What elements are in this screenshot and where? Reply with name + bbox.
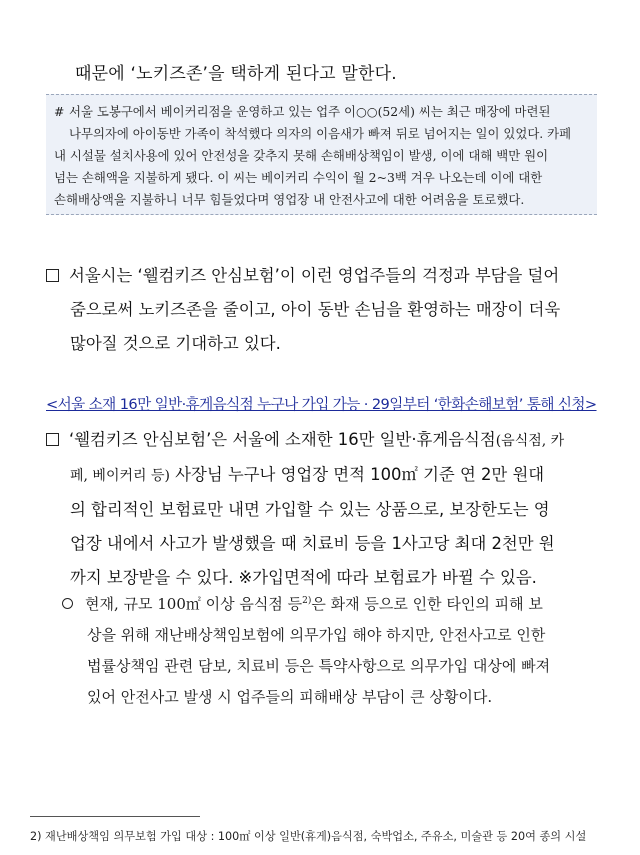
paragraph-line: 줌으로써 노키즈존을 줄이고, 아이 동반 손님을 환영하는 매장이 더욱 — [70, 300, 561, 319]
paragraph-line: 있어 안전사고 발생 시 업주들의 피해배상 부담이 큰 상황이다. — [87, 688, 493, 706]
intro-closing-line: 때문에 ‘노키즈존’을 택하게 된다고 말한다. — [75, 64, 397, 84]
case-line: 넘는 손해액을 지불하게 됐다. 이 씨는 베이커리 수익이 월 2~3백 겨우 나오는데 이에 대한 — [54, 170, 543, 185]
case-line: 손해배상액을 지불하니 너무 힘들었다며 영업장 내 안전사고에 대한 어려움을 토로했다. — [54, 192, 525, 207]
case-line: 나무의자에 아이동반 가족이 착석했다 의자의 이음새가 빠져 뒤로 넘어지는 일이 있었다. 카페 — [69, 126, 572, 141]
paragraph-line: 페, 베이커리 등) 사장님 누구나 영업장 면적 100㎡ 기준 연 2만 원대 — [70, 465, 545, 484]
paragraph-line: 까지 보장받을 수 있다. ※가입면적에 따라 보험료가 바뀔 수 있음. — [70, 568, 537, 587]
square-bullet-icon — [46, 269, 59, 282]
case-line: 내 시설물 설치사용에 있어 안전성을 갖추지 못해 손해배상책임이 발생, 이에 대해 백만 원이 — [54, 148, 549, 163]
circle-bullet-icon — [62, 598, 73, 609]
case-example-box — [46, 94, 597, 215]
section-subheading: <서울 소재 16만 일반·휴게음식점 누구나 가입 가능 · 29일부터 ‘한화손해보험’ 통해 신청> — [46, 396, 597, 413]
case-line: # 서울 도봉구에서 베이커리점을 운영하고 있는 업주 이○○(52세) 씨는 최근 매장에 마련된 — [54, 101, 589, 123]
current-status-paragraph — [62, 586, 602, 713]
paragraph-line: 많아질 것으로 기대하고 있다. — [70, 334, 281, 353]
paragraph-line: 상을 위해 재난배상책임보험에 의무가입 해야 하지만, 안전사고로 인한 — [87, 626, 546, 644]
footnote-marker: 2) — [302, 596, 312, 606]
paragraph-line: 법률상책임 관련 담보, 치료비 등은 특약사항으로 의무가입 대상에 빠져 — [87, 657, 551, 675]
paragraph-line: 의 합리적인 보험료만 내면 가입할 수 있는 상품으로, 보장한도는 영 — [70, 500, 550, 519]
paragraph-line: ‘웰컴키즈 안심보험’은 서울에 소재한 16만 일반·휴게음식점(음식점, 카 — [46, 423, 606, 458]
insurance-description-paragraph — [46, 423, 606, 595]
paragraph-line: 업장 내에서 사고가 발생했을 때 치료비 등을 1사고당 최대 2천만 원 — [70, 534, 555, 553]
paragraph-line: 현재, 규모 100㎡ 이상 음식점 등$^{2)}$은 화재 등으로 인한 타인의 피해 보 — [62, 586, 602, 620]
expectation-paragraph — [46, 259, 606, 361]
paragraph-line: 서울시는 ‘웰컴키즈 안심보험’이 이런 영업주들의 걱정과 부담을 덜어 — [46, 259, 606, 293]
hash-mark: # — [54, 104, 65, 119]
footnote: 2) 재난배상책임 의무보험 가입 대상 : 100㎡ 이상 일반(휴게)음식점, 숙박업소, 주유소, 미술관 등 20여 종의 시설 — [30, 830, 587, 843]
square-bullet-icon — [46, 433, 59, 446]
footnote-divider — [30, 816, 200, 817]
